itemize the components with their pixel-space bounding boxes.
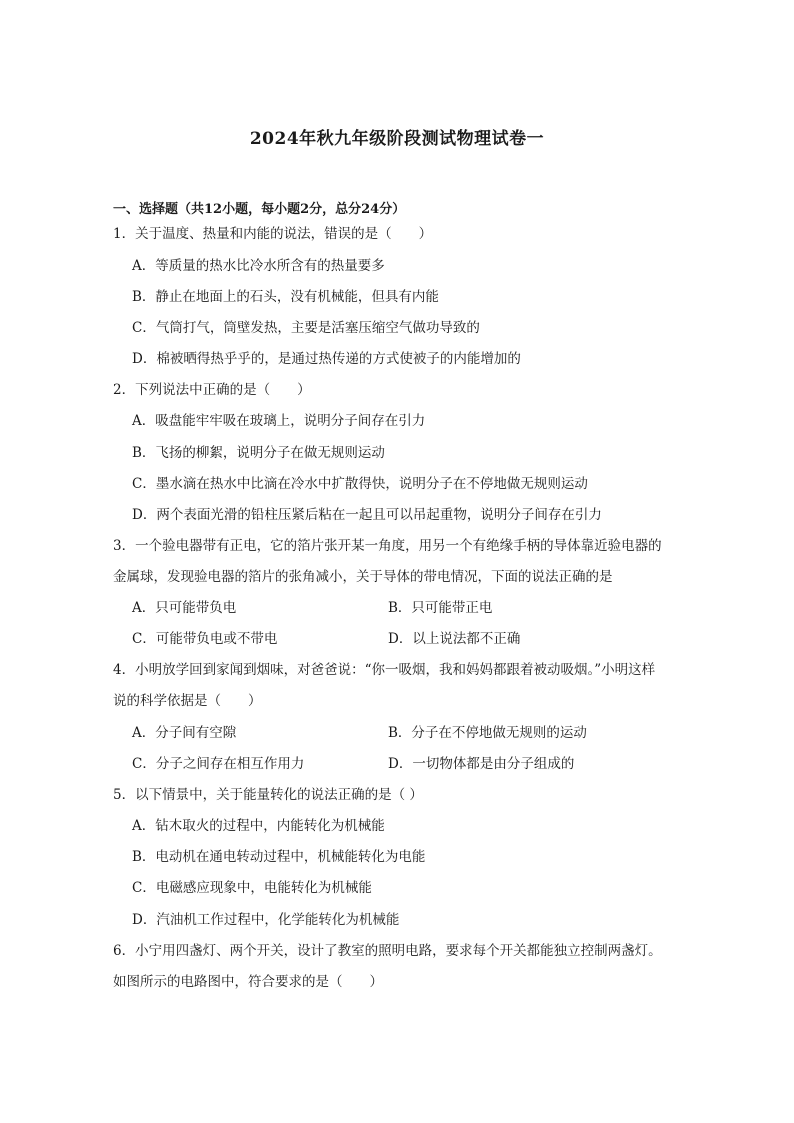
question-3-stem-line-2: 金属球，发现验电器的箔片的张角减小，关于导体的带电情况，下面的说法正确的是 — [113, 569, 613, 585]
question-6-stem-line-2: 如图所示的电路图中，符合要求的是（ ） — [113, 974, 383, 990]
question-4-option-b: B．分子在不停地做无规则的运动 — [388, 725, 587, 741]
question-1-option-a: A．等质量的热水比冷水所含有的热量要多 — [132, 258, 385, 274]
question-2-option-c: C．墨水滴在热水中比滴在冷水中扩散得快，说明分子在不停地做无规则运动 — [132, 476, 588, 492]
question-4-option-d: D．一切物体都是由分子组成的 — [388, 756, 575, 772]
question-2-option-b: B．飞扬的柳絮，说明分子在做无规则运动 — [132, 445, 385, 461]
question-2-option-d: D．两个表面光滑的铅柱压紧后粘在一起且可以吊起重物，说明分子间存在引力 — [132, 507, 602, 523]
question-3-option-a: A．只可能带负电 — [132, 600, 237, 616]
question-3-option-c: C．可能带负电或不带电 — [132, 631, 278, 647]
question-3-option-d: D．以上说法都不正确 — [388, 631, 521, 647]
question-3-option-b: B．只可能带正电 — [388, 600, 493, 616]
section-heading: 一、选择题（共12小题，每小题2分，总分24分） — [113, 202, 406, 217]
question-2-option-a: A．吸盘能牢牢吸在玻璃上，说明分子间存在引力 — [132, 413, 426, 429]
question-5-stem: 5．以下情景中，关于能量转化的说法正确的是（ ） — [113, 787, 423, 803]
question-5-option-d: D．汽油机工作过程中，化学能转化为机械能 — [132, 912, 400, 928]
question-3-stem-line-1: 3．一个验电器带有正电，它的箔片张开某一角度，用另一个有绝缘手柄的导体靠近验电器的 — [113, 538, 662, 554]
question-1-option-d: D．棉被晒得热乎乎的，是通过热传递的方式使被子的内能增加的 — [132, 351, 521, 367]
question-4-stem-line-2: 说的科学依据是（ ） — [113, 693, 262, 709]
page-title: 2024年秋九年级阶段测试物理试卷一 — [249, 129, 545, 149]
question-5-option-a: A．钻木取火的过程中，内能转化为机械能 — [132, 818, 385, 834]
question-1-option-b: B．静止在地面上的石头，没有机械能，但具有内能 — [132, 289, 439, 305]
question-2-stem: 2．下列说法中正确的是（ ） — [113, 382, 311, 398]
question-1-option-c: C．气筒打气，筒壁发热，主要是活塞压缩空气做功导致的 — [132, 320, 480, 336]
question-4-option-a: A．分子间有空隙 — [132, 725, 237, 741]
question-5-option-c: C．电磁感应现象中，电能转化为机械能 — [132, 880, 372, 896]
question-6-stem-line-1: 6．小宁用四盏灯、两个开关，设计了教室的照明电路，要求每个开关都能独立控制两盏灯。 — [113, 943, 662, 959]
question-4-option-c: C．分子之间存在相互作用力 — [132, 756, 305, 772]
question-1-stem: 1．关于温度、热量和内能的说法，错误的是（ ） — [113, 226, 433, 242]
question-4-stem-line-1: 4．小明放学回到家闻到烟味，对爸爸说：“你一吸烟，我和妈妈都跟着被动吸烟。”小明这样 — [113, 662, 656, 678]
question-5-option-b: B．电动机在通电转动过程中，机械能转化为电能 — [132, 849, 426, 865]
